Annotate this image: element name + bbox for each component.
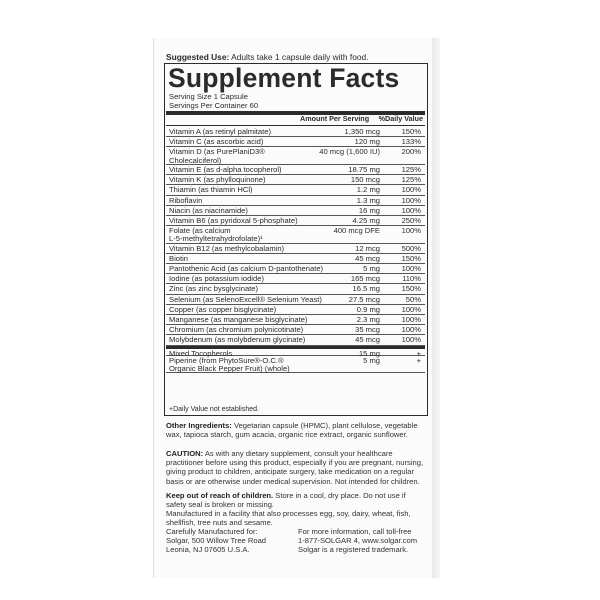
nutrient-row [166,196,425,206]
nutrient-name-continued: L-5-methyltetrahydrofolate)¹ [169,234,263,244]
nutrient-daily-value: 200% [401,147,421,157]
nutrient-name: Vitamin B6 (as pyridoxal 5-phosphate) [169,215,298,225]
nutrient-row [166,147,425,165]
nutrient-name: Piperine (from PhytoSure®-O.C.® [169,355,284,365]
serving-size: Serving Size 1 Capsule [169,92,248,101]
nutrient-name: Folate (as calcium [169,226,231,236]
nutrient-amount: 45 mcg [355,335,380,345]
nutrient-daily-value: 500% [401,243,421,253]
manufacturer-line-1: Carefully Manufactured for: [166,527,258,536]
nutrient-row [166,137,425,147]
suggested-use-text: Adults take 1 capsule daily with food. [229,52,369,62]
nutrient-daily-value: 110% [402,274,421,284]
nutrient-daily-value: 100% [401,264,421,274]
facts-column-header [166,113,425,125]
contact-block [298,527,428,555]
nutrient-row [166,284,425,294]
nutrient-name-continued: Organic Black Pepper Fruit) (whole) [169,364,290,374]
nutrient-amount: 5 mg [363,355,380,365]
nutrient-row [166,264,425,274]
nutrient-name: Mixed Tocopherols [169,348,233,358]
storage-warning [166,491,428,509]
nutrient-amount: 45 mcg [355,253,380,263]
contact-line-2: 1-877-SOLGAR 4, www.solgar.com [298,536,418,546]
nutrient-name: Thiamin (as thiamin HCl) [169,185,253,195]
nutrient-row [166,356,425,374]
nutrient-daily-value: 133% [401,137,421,147]
nutrient-name: Vitamin C (as ascorbic acid) [169,137,264,147]
manufacturer-line-3: Leonia, NJ 07605 U.S.A. [166,545,250,555]
nutrient-name-continued: Cholecalciferol) [169,155,222,165]
nutrient-amount: 27.5 mcg [348,294,380,304]
manufacturer-block [166,527,291,555]
nutrient-name: Niacin (as niacinamide) [169,205,248,215]
nutrient-row [166,244,425,254]
other-ingredients-label: Other Ingredients: [166,421,232,430]
nutrient-row [166,206,425,216]
nutrient-amount: 40 mcg (1,600 IU) [319,147,380,157]
amount-per-serving-header: Amount Per Serving [300,114,370,123]
nutrient-daily-value: 100% [401,226,421,236]
nutrient-name: Vitamin A (as retinyl palmitate) [169,127,271,136]
serving-info [169,92,369,110]
nutrient-amount: 165 mcg [350,274,380,284]
nutrient-daily-value: 100% [401,185,421,195]
caution-label: CAUTION: [166,449,204,458]
nutrient-row [166,346,425,356]
nutrient-name: Selenium (as SelenoExcell® Selenium Yeast) [169,294,322,304]
nutrient-daily-value: 100% [401,205,421,215]
nutrient-name: Molybdenum (as molybdenum glycinate) [169,335,306,345]
nutrient-daily-value: 150% [401,127,421,136]
nutrient-daily-value: 50% [405,294,421,304]
nutrient-row [166,175,425,185]
manufacturer-line-2: Solgar, 500 Willow Tree Road [166,536,267,546]
contact-line-1: For more information, call toll-free [298,527,412,536]
suggested-use-label: Suggested Use: [166,52,230,62]
nutrient-name: Pantothenic Acid (as calcium D-pantothenate) [169,264,324,274]
nutrient-row [166,325,425,335]
nutrient-amount: 1.2 mg [356,185,380,195]
nutrient-daily-value: 125% [401,164,421,174]
nutrient-name: Copper (as copper bisglycinate) [169,304,277,314]
nutrient-daily-value: 125% [401,175,421,185]
nutrient-row [166,226,425,244]
keep-out-label: Keep out of reach of children. [166,491,274,500]
nutrient-daily-value: 100% [401,195,421,205]
nutrient-name: Manganese (as manganese bisglycinate) [169,315,308,324]
nutrient-amount: 400 mcg DFE [333,226,380,236]
nutrient-name: Biotin [169,253,188,263]
nutrient-amount: 150 mcg [350,175,380,185]
nutrient-amount: 16 mg [358,205,380,215]
nutrient-name: Iodine (as potassium iodide) [169,274,264,284]
daily-value-header: %Daily Value [378,114,423,123]
allergen-facility-note: Manufactured in a facility that also processes egg, soy, dairy, wheat, fish, shellfish, tree nuts and sesame. [166,509,411,528]
nutrient-name: Riboflavin [169,195,203,205]
nutrient-amount: 1.3 mg [356,195,380,205]
nutrient-name: Chromium (as chromium polynicotinate) [169,325,304,335]
nutrient-amount: 0.9 mg [356,304,380,314]
package-edge [432,38,440,578]
nutrient-row [166,254,425,264]
nutrient-daily-value: 100% [401,335,421,345]
nutrient-row [166,185,425,195]
nutrient-amount: 15 mg [358,348,380,358]
nutrient-daily-value: 250% [401,215,421,225]
nutrient-name: Vitamin D (as PurePlaniD3® [169,147,265,157]
nutrient-amount: 18.75 mg [348,164,380,174]
nutrient-amount: 2.3 mg [356,315,380,324]
nutrient-name: Vitamin E (as d-alpha tocopherol) [169,164,282,174]
nutrient-daily-value: + [416,355,421,365]
nutrient-amount: 120 mg [354,137,380,147]
header-divider [166,125,425,126]
nutrient-daily-value: 100% [401,315,421,324]
nutrient-amount: 4.25 mg [352,215,380,225]
nutrient-daily-value: + [416,348,421,358]
caution [166,449,428,486]
nutrient-name: Zinc (as zinc bysglycinate) [169,284,259,294]
footnote: +Daily Value not established. [169,406,259,413]
nutrient-daily-value: 150% [401,253,421,263]
servings-per-container: Servings Per Container 60 [169,101,259,110]
nutrient-amount: 1,350 mcg [344,127,380,136]
nutrient-name: Vitamin K (as phylloquinone) [169,175,266,185]
nutrient-daily-value: 100% [401,325,421,335]
nutrient-name: Vitamin B12 (as methylcobalamin) [169,243,285,253]
nutrient-row [166,305,425,315]
nutrient-daily-value: 150% [401,284,421,294]
nutrient-daily-value: 100% [401,304,421,314]
keep-out-text: Store in a cool, dry place. Do not use if safety seal is broken or missing. [166,491,406,510]
nutrient-row [166,127,425,137]
nutrient-row [166,335,425,345]
suggested-use [166,52,428,62]
other-ingredients-text: Vegetarian capsule (HPMC), plant cellulose, vegetable wax, tapioca starch, gum acacia, organic rice extract, organic sunflower. [166,421,418,440]
nutrient-amount: 5 mg [363,264,380,274]
nutrient-row [166,216,425,226]
nutrient-row [166,165,425,175]
nutrient-amount: 12 mcg [355,243,380,253]
nutrient-amount: 16.5 mg [352,284,380,294]
nutrient-row [166,315,425,325]
caution-text: As with any dietary supplement, consult your healthcare practitioner before using this product, especially if you are pregnant, nursing, giving product to children, anticipate surgery, take medication on a regular basis or are otherwise under medical supervision. Not intended for children. [166,449,424,486]
supplement-facts-title: Supplement Facts [168,63,400,93]
contact-line-3: Solgar is a registered trademark. [298,545,409,555]
nutrient-row [166,274,425,284]
nutrient-amount: 35 mcg [355,325,380,335]
other-ingredients [166,421,428,439]
nutrient-row [166,295,425,305]
nutrient-table [166,127,425,373]
